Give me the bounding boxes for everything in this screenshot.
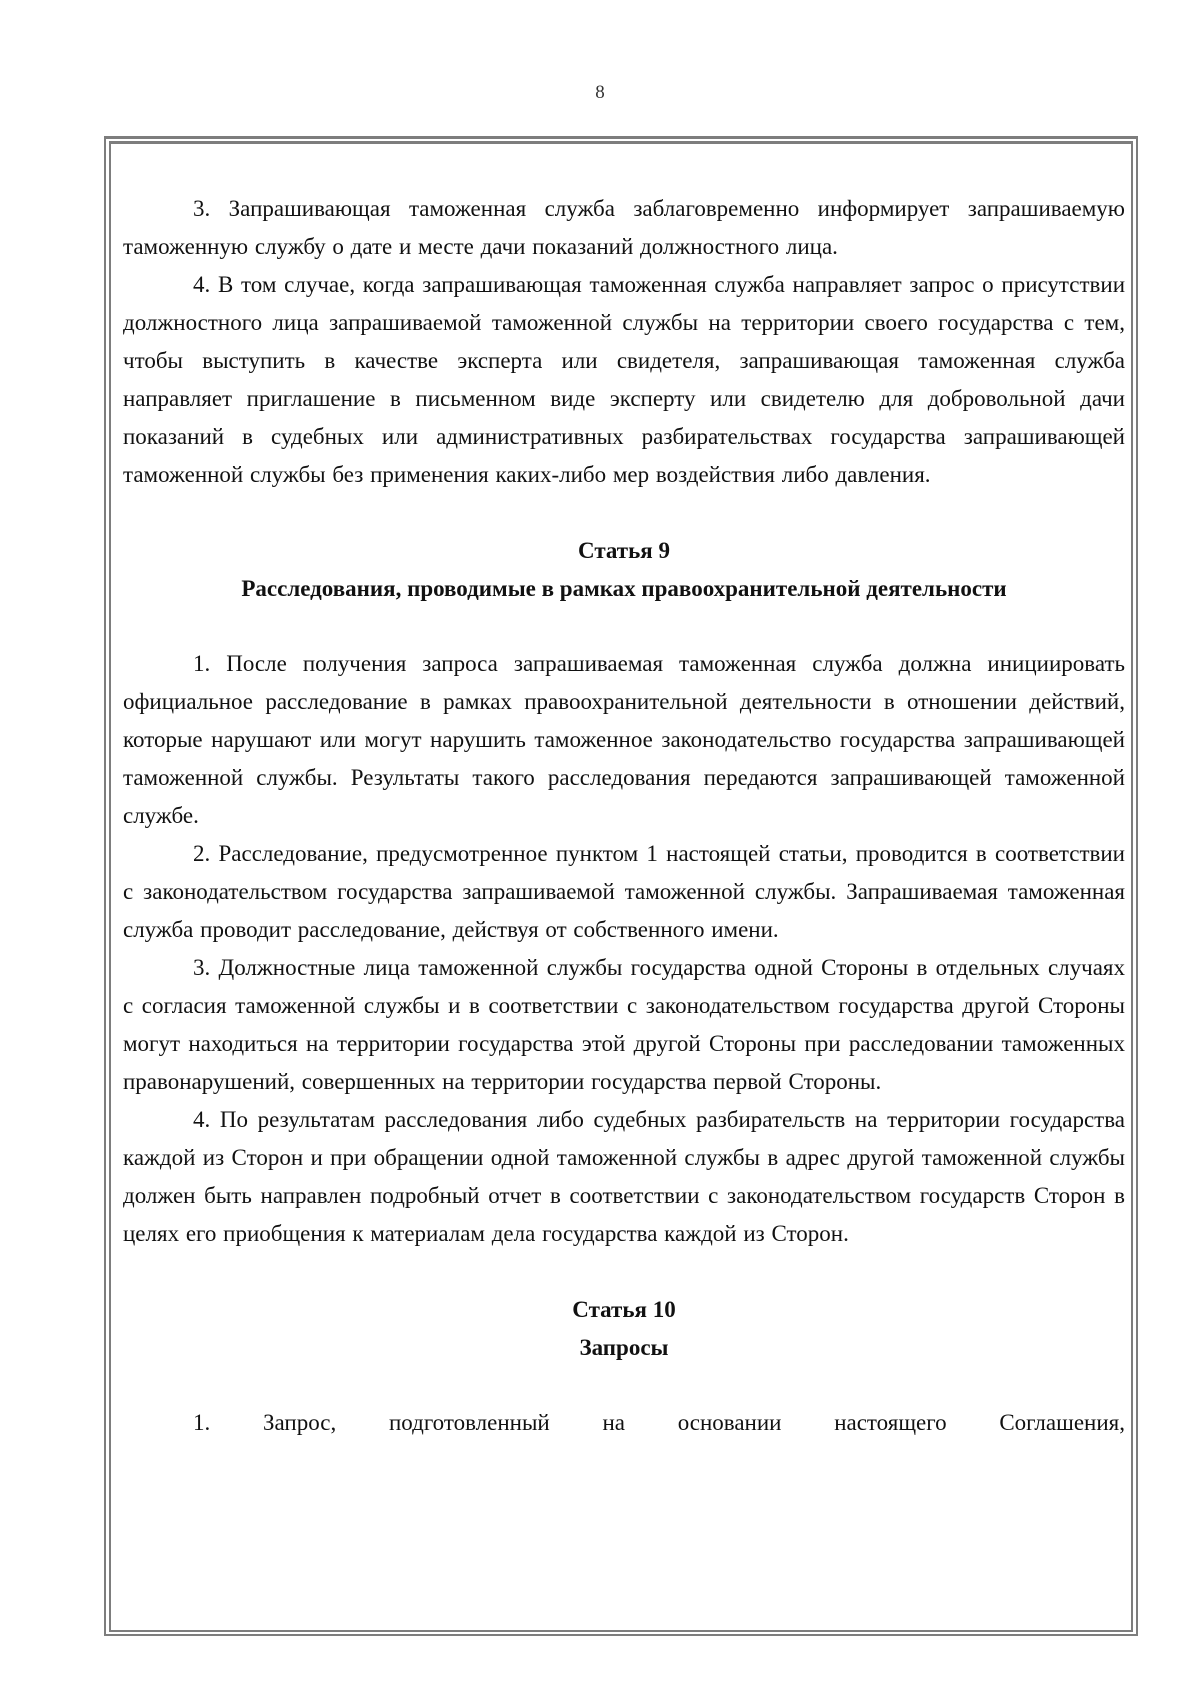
article10-number: Статья 10: [572, 1297, 676, 1322]
document-frame: [104, 136, 1138, 1636]
article10-paragraph-1: 1. Запрос, подготовленный на основании настоящего Соглашения,: [193, 1410, 1125, 1435]
article9-paragraph-4: 4. По результатам расследования либо судебных разбирательств на территории государства каждой из Сторон и при обращении одной таможенной службы в адрес другой таможенной службы должен быть направлен подробный отчет в соответствии с законодательством государств Сторон в целях его приобщения к материалам дела государства каждой из Сторон.: [123, 1107, 1125, 1246]
article9-title: Расследования, проводимые в рамках правоохранительной деятельности: [241, 576, 1007, 601]
article9-paragraph-2: 2. Расследование, предусмотренное пунктом 1 настоящей статьи, проводится в соответствии с законодательством государства запрашиваемой таможенной службы. Запрашиваемая таможенная служба проводит расследование, действуя от собственного имени.: [123, 841, 1125, 942]
article9-paragraph-1: 1. После получения запроса запрашиваемая таможенная служба должна инициировать официальное расследование в рамках правоохранительной деятельности в отношении действий, которые нарушают или могут нарушить таможенное законодательство государства запрашивающей таможенной службы. Результаты такого расследования передаются запрашивающей таможенной службе.: [123, 651, 1125, 828]
article9-number: Статья 9: [578, 538, 670, 563]
article8-paragraph-3: 3. Запрашивающая таможенная служба заблаговременно информирует запрашиваемую таможенную службу о дате и месте дачи показаний должностного лица.: [123, 196, 1125, 259]
page-number: 8: [595, 82, 605, 103]
article9-paragraph-3: 3. Должностные лица таможенной службы государства одной Стороны в отдельных случаях с согласия таможенной службы и в соответствии с законодательством государства другой Стороны могут находиться на территории государства этой другой Стороны при расследовании таможенных правонарушений, совершенных на территории государства первой Стороны.: [123, 955, 1125, 1094]
document-body: [123, 190, 1125, 1442]
article8-paragraph-4: 4. В том случае, когда запрашивающая таможенная служба направляет запрос о присутствии должностного лица запрашиваемой таможенной службы на территории своего государства с тем, чтобы выступить в качестве эксперта или свидетеля, запрашивающая таможенная служба направляет приглашение в письменном виде эксперту или свидетелю для добровольной дачи показаний в судебных или административных разбирательствах государства запрашивающей таможенной службы без применения каких-либо мер воздействия либо давления.: [123, 272, 1125, 487]
article10-title: Запросы: [579, 1335, 669, 1360]
